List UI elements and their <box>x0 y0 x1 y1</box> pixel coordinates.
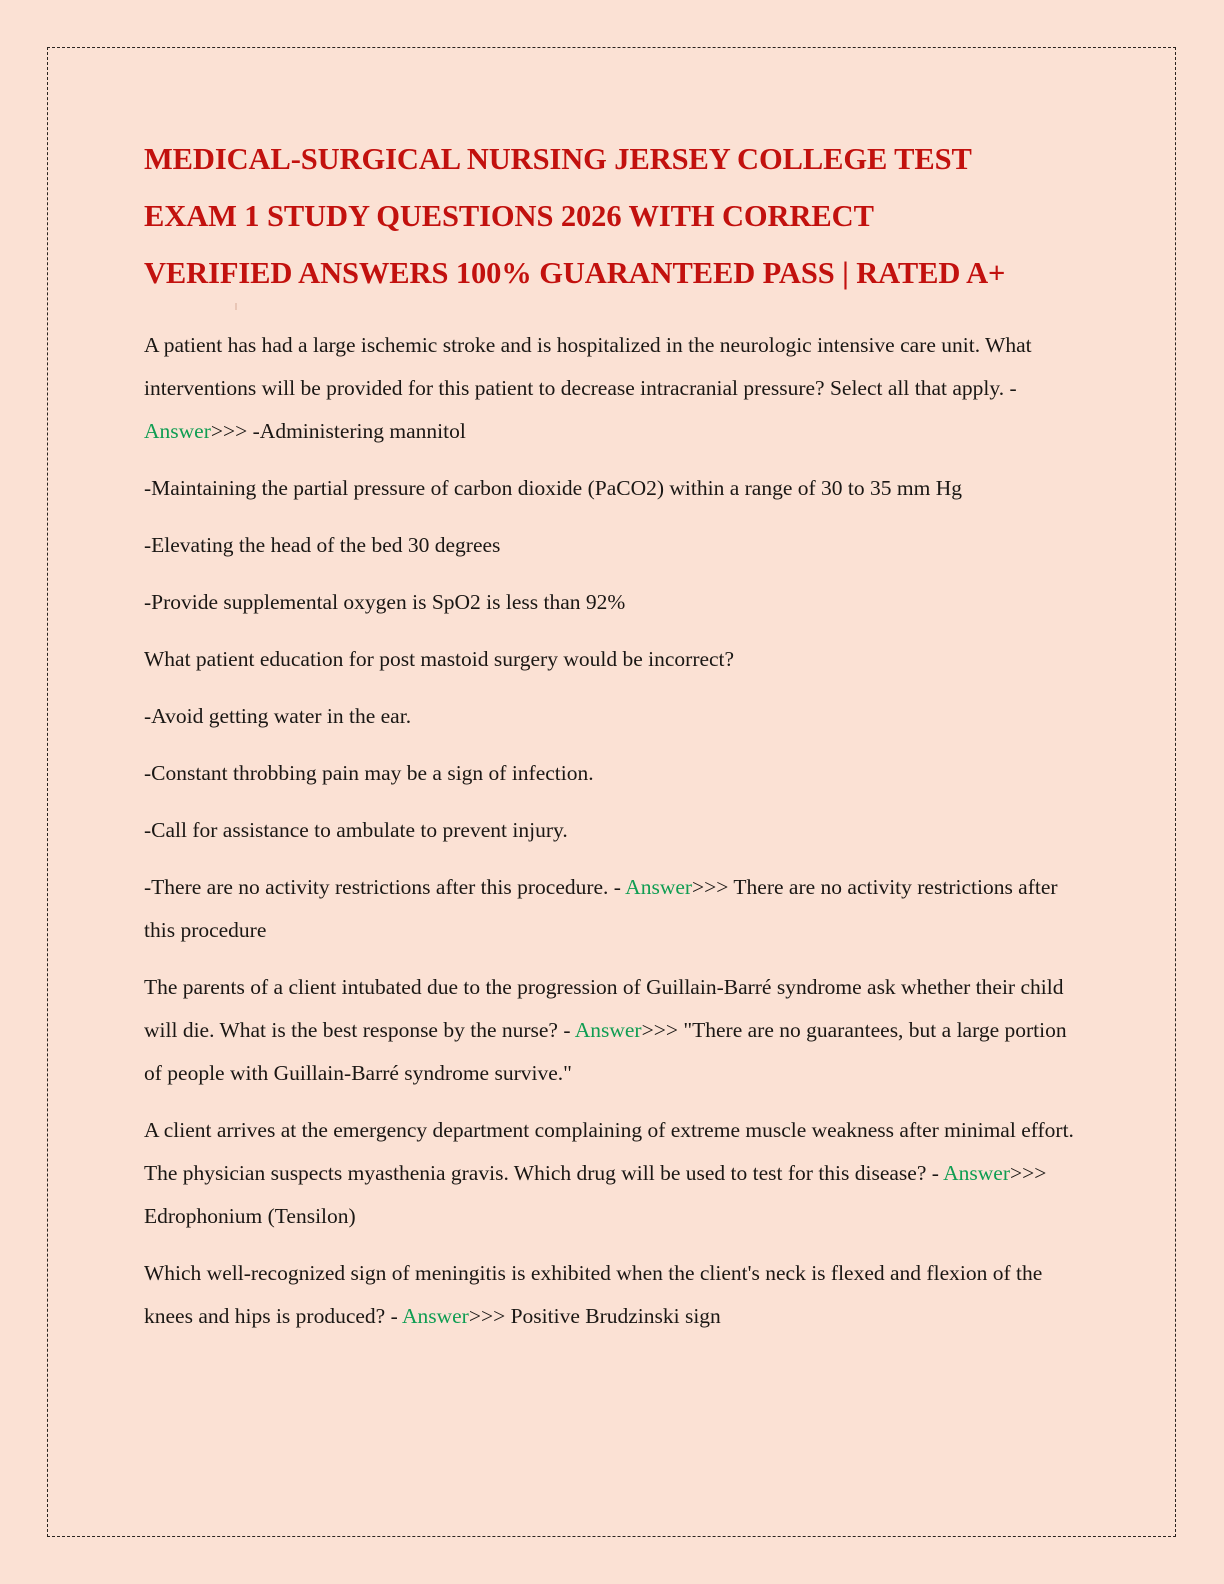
paragraph-text: A patient has had a large ischemic stroke and is hospitalized in the neurologic intensive care unit. What interventions will be provided for this patient to decrease intracranial pressure? Select all that apply. - <box>144 333 1032 400</box>
paragraph-text: What patient education for post mastoid surgery would be incorrect? <box>144 647 735 671</box>
body-paragraph <box>144 467 1074 510</box>
answer-arrows: >>> <box>468 1304 506 1328</box>
body-paragraph <box>144 966 1074 1095</box>
body-paragraph <box>144 695 1074 738</box>
document-content <box>144 131 1074 1352</box>
page-title-line: MEDICAL-SURGICAL NURSING JERSEY COLLEGE TEST <box>144 142 972 176</box>
paragraph-text: The parents of a client intubated due to the progression of Guillain-Barré syndrome ask whether their child will die. What is the best response by the nurse? - <box>144 975 1064 1042</box>
paragraph-text: "There are no guarantees, but a large portion of people with Guillain-Barré syndrome survive." <box>144 1018 1067 1085</box>
body-paragraph <box>144 1109 1074 1238</box>
paragraph-text: Which well-recognized sign of meningitis is exhibited when the client's neck is flexed and flexion of the knees and hips is produced? - <box>144 1261 1043 1328</box>
answer-arrows: >>> <box>692 875 729 899</box>
answer-label: Answer <box>625 875 693 899</box>
paragraph-text: -Provide supplemental oxygen is SpO2 is less than 92% <box>144 590 626 614</box>
paragraph-text: There are no activity restrictions after this procedure <box>144 875 1058 942</box>
paragraph-text: -Administering mannitol <box>247 419 466 443</box>
answer-label: Answer <box>401 1304 469 1328</box>
body-paragraph <box>144 524 1074 567</box>
answer-label: Answer <box>144 419 211 443</box>
page-title <box>144 131 1074 302</box>
body-paragraph <box>144 638 1074 681</box>
paragraph-text: -Maintaining the partial pressure of carbon dioxide (PaCO2) within a range of 30 to 35 mm Hg <box>144 476 962 500</box>
answer-arrows: >>> <box>1010 1161 1047 1185</box>
paragraph-text: -Avoid getting water in the ear. <box>144 704 412 728</box>
body-paragraph <box>144 809 1074 852</box>
answer-label: Answer <box>574 1018 642 1042</box>
document-body <box>144 324 1074 1338</box>
paragraph-text: A client arrives at the emergency department complaining of extreme muscle weakness after minimal effort. The physician suspects myasthenia gravis. Which drug will be used to test for this disease? - <box>144 1118 1074 1185</box>
body-paragraph <box>144 752 1074 795</box>
title-body-spacer <box>144 302 1074 324</box>
answer-arrows: >>> <box>641 1018 678 1042</box>
answer-arrows: >>> <box>210 419 248 443</box>
paragraph-text: -Constant throbbing pain may be a sign of infection. <box>144 761 594 785</box>
paragraph-text: -Elevating the head of the bed 30 degrees <box>144 533 501 557</box>
answer-label: Answer <box>943 1161 1010 1185</box>
body-paragraph <box>144 324 1074 453</box>
body-paragraph <box>144 1252 1074 1338</box>
paragraph-text: -There are no activity restrictions after this procedure. - <box>144 875 626 899</box>
page-title-line: EXAM 1 STUDY QUESTIONS 2026 WITH CORRECT <box>144 199 874 233</box>
page-title-line: VERIFIED ANSWERS 100% GUARANTEED PASS | RATED A+ <box>144 256 1006 290</box>
scan-artifact-mark <box>235 303 237 310</box>
body-paragraph <box>144 581 1074 624</box>
paragraph-text: Positive Brudzinski sign <box>505 1304 721 1328</box>
paragraph-text: -Call for assistance to ambulate to prevent injury. <box>144 818 568 842</box>
body-paragraph <box>144 866 1074 952</box>
paragraph-text: Edrophonium (Tensilon) <box>144 1204 356 1228</box>
